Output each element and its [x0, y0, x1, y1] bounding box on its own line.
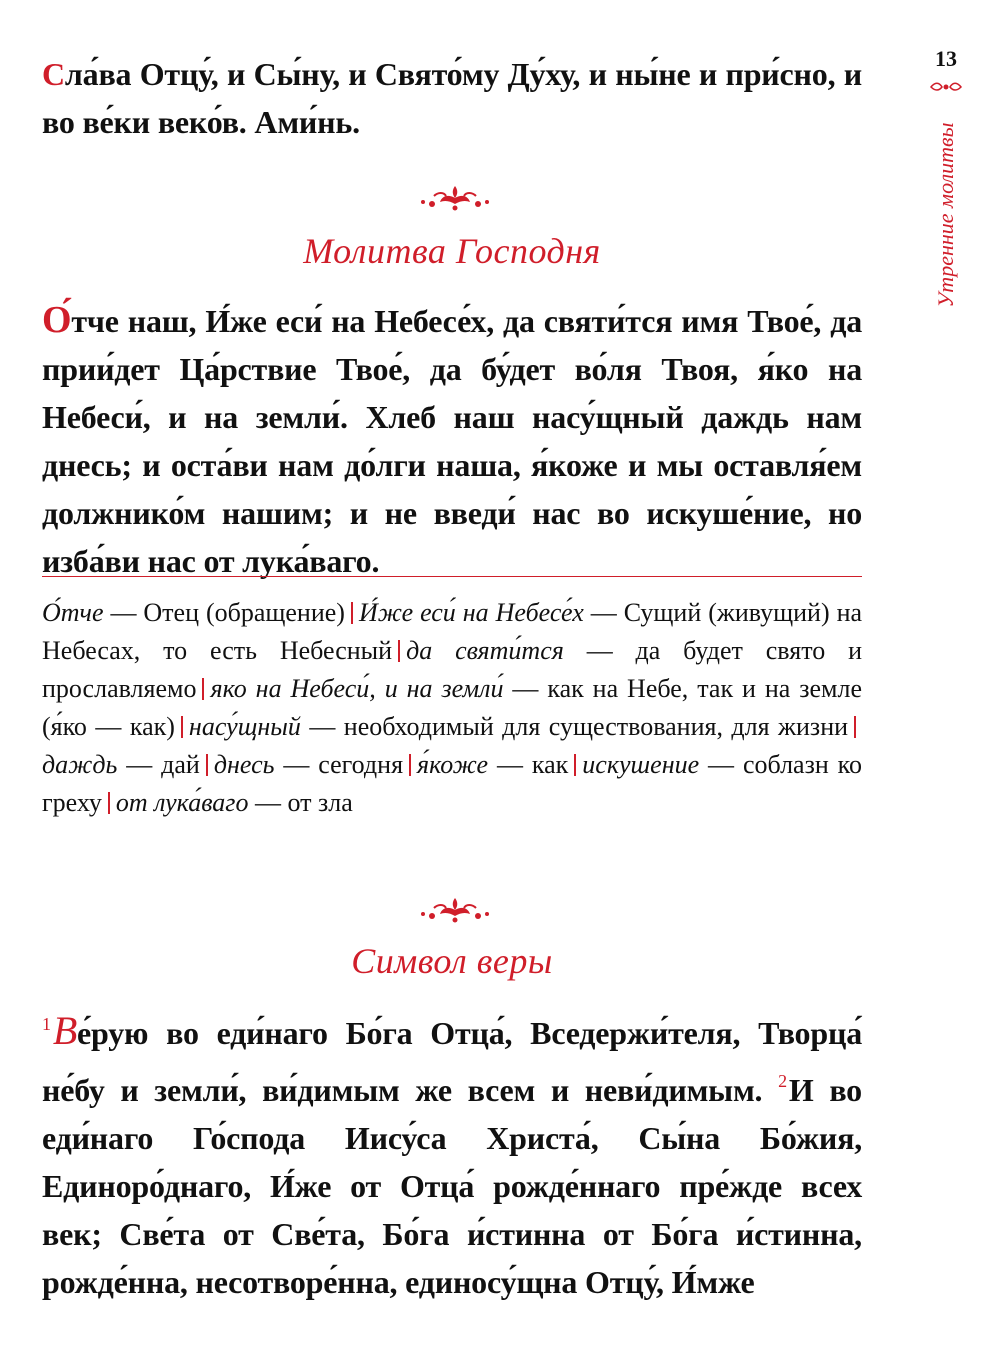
lords-prayer-paragraph	[42, 296, 862, 585]
gloss-term: яко на Небеси́, и на земли́	[210, 674, 504, 703]
lords-prayer-initial: О́	[42, 299, 72, 341]
creed-paragraph	[42, 1000, 862, 1306]
gloss-def: сегодня	[318, 750, 404, 779]
gloss-term: О́тче	[42, 598, 104, 627]
gloss-separator	[398, 640, 400, 662]
verse-number: 1	[42, 1014, 51, 1034]
gloss-term: да святи́тся	[406, 636, 564, 665]
gloss-def: да будет свято и прославляемо	[42, 636, 862, 703]
gloss-separator	[181, 716, 183, 738]
gloss-def: необходимый для существования, для жизни	[343, 712, 849, 741]
gloss-separator	[351, 602, 353, 624]
gloss-term: насу́щный	[188, 712, 301, 741]
creed-verse-2: И во еди́наго Го́спода Иису́са Христа́, Сы́на Бо́жия, Единоро́днаго, И́же от Отца́ рожде́ннаго пре́жде всех век; Све́та от Све́та, Бо́га и́стинна от Бо́га и́стинна, рожде́нна, несотворе́нна, единосу́щна Отцу́, И́мже	[42, 1072, 862, 1300]
lords-prayer-text: тче наш, И́же еси́ на Небесе́х, да святи́тся имя Твое́, да прии́дет Ца́рствие Твое́, да бу́дет во́ля Твоя, я́ко на Небеси́, и на земли́. Хлеб наш насу́щный даждь нам днесь; и оста́ви нам до́лги наша, я́коже и мы оставля́ем должнико́м нашим; и не введи́ нас во искуше́ние, но изба́ви нас от лука́ваго.	[42, 303, 862, 579]
gloss-def: Отец (обращение)	[143, 598, 345, 627]
gloss-def: соблазн ко греху	[42, 750, 862, 817]
gloss-term: я́коже	[417, 750, 489, 779]
creed-title: Символ веры	[351, 941, 553, 981]
section-ornament-icon	[410, 894, 500, 924]
verse-number: 2	[778, 1071, 787, 1091]
gloss-def: дай	[161, 750, 200, 779]
divider-rule	[42, 576, 862, 577]
glory-text: ла́ва Отцу́, и Сы́ну, и Свято́му Ду́ху, и ны́не и при́сно, и во ве́ки веко́в. Ами́нь.	[42, 56, 862, 140]
gloss-separator	[854, 716, 856, 738]
section-ornament-icon	[410, 182, 500, 212]
page-number: 13	[935, 46, 957, 71]
gloss-def: как	[531, 750, 569, 779]
creed-verse-1: е́рую во еди́наго Бо́га Отца́, Вседержи́теля, Творца́ не́бу и земли́, ви́димым же всем и неви́димым.	[42, 1015, 862, 1108]
gloss-term: даждь	[42, 750, 118, 779]
running-side-heading: Утренние молитвы	[933, 122, 958, 308]
lords-prayer-title: Молитва Господня	[303, 231, 601, 271]
glory-paragraph	[42, 50, 862, 146]
gloss-separator	[108, 792, 110, 814]
gloss-term: И́же еси́ на Небесе́х	[358, 598, 584, 627]
gloss-def: Сущий (живущий) на Небесах, то есть Небесный	[42, 598, 863, 665]
gloss-def: от зла	[287, 788, 353, 817]
gloss-separator	[206, 754, 208, 776]
gloss-term: искушение	[582, 750, 700, 779]
gloss-separator	[574, 754, 576, 776]
gloss-term: днесь	[213, 750, 275, 779]
gloss-separator	[202, 678, 204, 700]
gloss-separator	[409, 754, 411, 776]
gloss-term: от лука́ваго	[115, 788, 249, 817]
gloss-def: как на Небе, так и на земле (я́ко — как)	[42, 674, 863, 741]
glory-initial: С	[42, 56, 65, 92]
page-number-ornament-icon	[927, 80, 965, 94]
creed-initial: В	[52, 1008, 78, 1053]
glossary-notes: О́тче — Отец (обращение) И́же еси́ на Небесе́х — Сущий (живущий) на Небесах, то есть Небесный да святи́тся — да будет свято и прославляемо яко на Небеси́, и на земли́ — как на Небе, так и на земле (я́ко — как) насу́щный — необходимый для существования, для жизнидаждь — дай днесь — сегодня я́коже — как искушение — соблазн ко греху от лука́ваго — от зла	[42, 598, 863, 817]
